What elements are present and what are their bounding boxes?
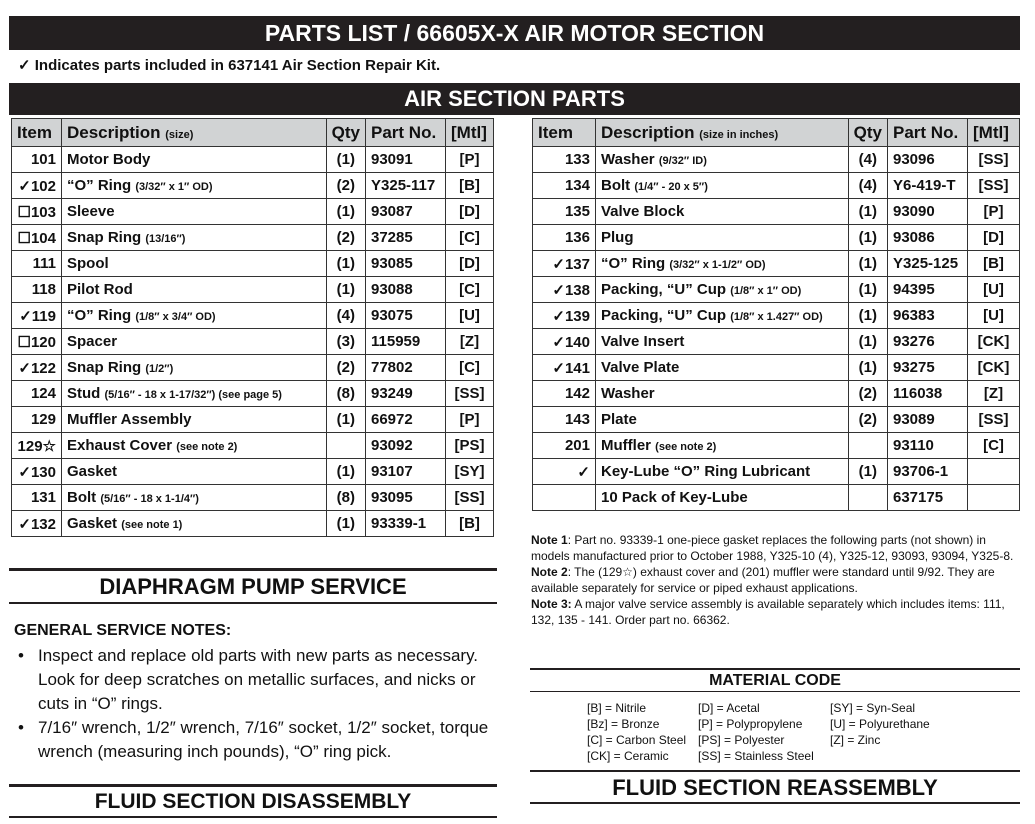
description-text: Exhaust Cover (67, 437, 173, 454)
description-size: (9/32″ ID) (658, 155, 707, 167)
description-cell (596, 199, 849, 225)
description-text: Motor Body (67, 151, 151, 168)
description-text: Bolt (67, 489, 97, 506)
description-cell (62, 225, 327, 251)
part-number-cell: 93339-1 (366, 511, 446, 537)
material-cell: [SY] (446, 459, 494, 485)
part-number-cell: Y325-117 (366, 173, 446, 199)
table-row (12, 459, 494, 485)
material-code-entry: [C] = Carbon Steel (587, 733, 687, 747)
note-3-label: Note 3: (531, 597, 572, 611)
item-cell: ✓ (533, 459, 596, 485)
header-mtl: [Mtl] (968, 119, 1020, 147)
header-item: Item (533, 119, 596, 147)
item-cell: 133 (533, 147, 596, 173)
description-cell (596, 303, 849, 329)
description-cell (62, 303, 327, 329)
table-row (12, 407, 494, 433)
material-code-entry: [B] = Nitrile (587, 701, 647, 715)
material-code-heading: MATERIAL CODE (530, 668, 1020, 692)
qty-cell: (4) (848, 173, 887, 199)
description-text: Plug (601, 229, 634, 246)
table-row (533, 355, 1020, 381)
header-part-no: Part No. (366, 119, 446, 147)
part-number-cell: 93096 (888, 147, 968, 173)
qty-cell (848, 433, 887, 459)
qty-cell: (8) (326, 485, 365, 511)
note-1-label: Note 1 (531, 533, 568, 547)
item-cell: ✓102 (12, 173, 62, 199)
notes-block (531, 532, 1026, 628)
material-cell: [D] (968, 225, 1020, 251)
item-cell: 129☆ (12, 433, 62, 459)
material-cell: [U] (968, 303, 1020, 329)
material-code-entry: [CK] = Ceramic (587, 749, 669, 763)
part-number-cell: 116038 (888, 381, 968, 407)
description-size: (1/8″ x 3/4″ OD) (135, 311, 216, 323)
service-item: • Inspect and replace old parts with new parts as necessary. Look for deep scratches on metallic surfaces, and nicks or cuts in “O” rings. (14, 644, 498, 716)
material-cell: [B] (446, 173, 494, 199)
part-number-cell: 93276 (888, 329, 968, 355)
description-text: Stud (67, 385, 101, 402)
fluid-reassembly-heading: FLUID SECTION REASSEMBLY (530, 770, 1020, 804)
item-cell: 143 (533, 407, 596, 433)
description-cell (596, 147, 849, 173)
description-text: 10 Pack of Key-Lube (601, 489, 748, 506)
table-row (533, 329, 1020, 355)
part-number-cell: 115959 (366, 329, 446, 355)
material-cell: [Z] (446, 329, 494, 355)
qty-cell: (3) (326, 329, 365, 355)
item-cell: 201 (533, 433, 596, 459)
part-number-cell: 37285 (366, 225, 446, 251)
description-cell (62, 407, 327, 433)
note-3 (531, 596, 1026, 628)
item-cell: ✓139 (533, 303, 596, 329)
qty-cell: (1) (848, 303, 887, 329)
header-mtl: [Mtl] (446, 119, 494, 147)
description-cell (596, 433, 849, 459)
item-cell (533, 485, 596, 511)
material-cell: [D] (446, 199, 494, 225)
description-text: Gasket (67, 515, 118, 532)
description-size: (1/8″ x 1″ OD) (730, 285, 802, 297)
part-number-cell: 93249 (366, 381, 446, 407)
header-description-label: Description (601, 122, 695, 142)
description-cell (62, 485, 327, 511)
description-text: Plate (601, 411, 637, 428)
qty-cell: (1) (326, 199, 365, 225)
item-cell: ✓141 (533, 355, 596, 381)
description-size: (1/2″) (145, 363, 174, 375)
table-header-row (533, 119, 1020, 147)
item-cell: ✓132 (12, 511, 62, 537)
description-size: (see note 2) (655, 441, 717, 453)
part-number-cell: 93091 (366, 147, 446, 173)
description-cell (596, 381, 849, 407)
description-text: Key-Lube “O” Ring Lubricant (601, 463, 811, 480)
table-row (533, 225, 1020, 251)
item-cell: 118 (12, 277, 62, 303)
part-number-cell: 93107 (366, 459, 446, 485)
table-row (12, 199, 494, 225)
material-cell: [P] (446, 147, 494, 173)
material-code-entry: [SY] = Syn-Seal (830, 701, 916, 715)
note-3-text: A major valve service assembly is available separately which includes items: 111, 132, 135 - 141. Order part no. 66362. (531, 597, 1005, 627)
description-text: Pilot Rod (67, 281, 133, 298)
item-cell: 142 (533, 381, 596, 407)
material-code-entry: [U] = Polyurethane (830, 717, 930, 731)
description-text: Spacer (67, 333, 118, 350)
description-size: (3/32″ x 1″ OD) (135, 181, 213, 193)
qty-cell: (1) (326, 407, 365, 433)
description-cell (596, 355, 849, 381)
table-row (12, 381, 494, 407)
description-size: (1/4″ - 20 x 5″) (634, 181, 708, 193)
item-cell: ✓138 (533, 277, 596, 303)
description-text: Muffler Assembly (67, 411, 192, 428)
item-cell: ✓119 (12, 303, 62, 329)
description-cell (596, 225, 849, 251)
item-cell: 131 (12, 485, 62, 511)
material-cell: [C] (446, 355, 494, 381)
description-cell (596, 407, 849, 433)
part-number-cell: 93092 (366, 433, 446, 459)
item-cell: 101 (12, 147, 62, 173)
table-row (12, 511, 494, 537)
header-description (596, 119, 849, 147)
service-item: • 7/16″ wrench, 1/2″ wrench, 7/16″ socket, 1/2″ socket, torque wrench (measuring inch pounds), “O” ring pick. (14, 716, 498, 764)
general-notes-title: GENERAL SERVICE NOTES: (14, 622, 232, 639)
table-row (533, 147, 1020, 173)
qty-cell: (1) (326, 251, 365, 277)
header-description-sub: (size) (165, 128, 194, 141)
qty-cell: (2) (326, 173, 365, 199)
left-table-body (12, 147, 494, 537)
description-text: Washer (601, 151, 655, 168)
part-number-cell: Y6-419-T (888, 173, 968, 199)
description-cell (596, 173, 849, 199)
description-cell (62, 199, 327, 225)
part-number-cell: Y325-125 (888, 251, 968, 277)
qty-cell: (2) (848, 407, 887, 433)
item-cell: 134 (533, 173, 596, 199)
description-cell (62, 173, 327, 199)
material-cell (968, 459, 1020, 485)
material-cell: [P] (446, 407, 494, 433)
material-code-entry: [SS] = Stainless Steel (698, 749, 814, 763)
table-row (12, 433, 494, 459)
table-row (533, 303, 1020, 329)
material-cell: [B] (968, 251, 1020, 277)
description-cell (62, 251, 327, 277)
air-section-title: AIR SECTION PARTS (9, 83, 1020, 115)
material-cell: [U] (446, 303, 494, 329)
description-cell (62, 433, 327, 459)
table-row (533, 251, 1020, 277)
description-text: Snap Ring (67, 359, 142, 376)
material-cell: [SS] (968, 407, 1020, 433)
part-number-cell: 93090 (888, 199, 968, 225)
description-size: (3/32″ x 1-1/2″ OD) (669, 259, 766, 271)
part-number-cell: 93085 (366, 251, 446, 277)
description-text: Valve Insert (601, 333, 685, 350)
material-cell: [D] (446, 251, 494, 277)
material-code-entry: [P] = Polypropylene (698, 717, 803, 731)
description-cell (62, 147, 327, 173)
qty-cell (848, 485, 887, 511)
material-cell: [CK] (968, 329, 1020, 355)
part-number-cell: 93110 (888, 433, 968, 459)
material-cell: [Z] (968, 381, 1020, 407)
item-cell: 129 (12, 407, 62, 433)
qty-cell: (2) (848, 381, 887, 407)
description-cell (596, 459, 849, 485)
header-part-no: Part No. (888, 119, 968, 147)
qty-cell: (4) (326, 303, 365, 329)
item-cell: ✓130 (12, 459, 62, 485)
description-cell (596, 485, 849, 511)
description-cell (62, 277, 327, 303)
material-cell: [U] (968, 277, 1020, 303)
qty-cell: (1) (326, 511, 365, 537)
qty-cell: (1) (848, 459, 887, 485)
material-cell: [P] (968, 199, 1020, 225)
material-code-entry: [D] = Acetal (698, 701, 760, 715)
header-item: Item (12, 119, 62, 147)
table-row (533, 433, 1020, 459)
note-1 (531, 532, 1026, 564)
qty-cell: (1) (848, 277, 887, 303)
table-row (12, 225, 494, 251)
fluid-disassembly-heading: FLUID SECTION DISASSEMBLY (9, 784, 497, 818)
qty-cell: (1) (848, 355, 887, 381)
header-description-label: Description (67, 122, 161, 142)
qty-cell: (1) (326, 459, 365, 485)
table-row (12, 277, 494, 303)
kit-note: ✓ Indicates parts included in 637141 Air Section Repair Kit. (18, 57, 441, 74)
description-text: Gasket (67, 463, 118, 480)
header-description (62, 119, 327, 147)
part-number-cell: 94395 (888, 277, 968, 303)
header-qty: Qty (848, 119, 887, 147)
material-cell: [SS] (968, 147, 1020, 173)
header-qty: Qty (326, 119, 365, 147)
qty-cell: (1) (848, 251, 887, 277)
material-code-entry: [Z] = Zinc (830, 733, 881, 747)
part-number-cell: 93275 (888, 355, 968, 381)
description-text: Packing, “U” Cup (601, 281, 727, 298)
qty-cell: (2) (326, 355, 365, 381)
item-cell: ☐104 (12, 225, 62, 251)
table-row (12, 251, 494, 277)
part-number-cell: 93075 (366, 303, 446, 329)
qty-cell: (1) (326, 277, 365, 303)
material-code-column-2 (698, 700, 814, 764)
description-text: “O” Ring (601, 255, 666, 272)
table-row (533, 407, 1020, 433)
description-size: (1/8″ x 1.427″ OD) (730, 311, 823, 323)
material-code-entry: [PS] = Polyester (698, 733, 785, 747)
description-cell (596, 251, 849, 277)
table-row (533, 277, 1020, 303)
table-row (12, 485, 494, 511)
description-cell (62, 329, 327, 355)
description-text: Valve Block (601, 203, 685, 220)
material-cell: [SS] (446, 381, 494, 407)
material-cell: [C] (446, 277, 494, 303)
description-text: Snap Ring (67, 229, 142, 246)
material-cell: [C] (446, 225, 494, 251)
material-cell: [SS] (446, 485, 494, 511)
table-row (12, 173, 494, 199)
table-header-row (12, 119, 494, 147)
part-number-cell: 77802 (366, 355, 446, 381)
material-cell: [CK] (968, 355, 1020, 381)
description-text: “O” Ring (67, 177, 132, 194)
material-cell: [B] (446, 511, 494, 537)
table-row (12, 329, 494, 355)
item-cell: ☐103 (12, 199, 62, 225)
description-text: Bolt (601, 177, 631, 194)
table-row (533, 381, 1020, 407)
header-description-sub: (size in inches) (699, 128, 779, 141)
description-cell (62, 459, 327, 485)
material-cell: [SS] (968, 173, 1020, 199)
right-table-body (533, 147, 1020, 511)
material-code-column-3 (830, 700, 930, 748)
left-parts-table (11, 118, 494, 537)
note-2-label: Note 2 (531, 565, 568, 579)
table-row (533, 173, 1020, 199)
table-row (12, 147, 494, 173)
qty-cell (326, 433, 365, 459)
page-title: PARTS LIST / 66605X-X AIR MOTOR SECTION (9, 16, 1020, 50)
item-cell: ✓122 (12, 355, 62, 381)
material-cell: [PS] (446, 433, 494, 459)
table-row (533, 459, 1020, 485)
material-code-column-1 (587, 700, 686, 764)
item-cell: 135 (533, 199, 596, 225)
description-cell (596, 329, 849, 355)
description-size: (see note 2) (176, 441, 238, 453)
description-text: Valve Plate (601, 359, 680, 376)
part-number-cell: 93088 (366, 277, 446, 303)
part-number-cell: 96383 (888, 303, 968, 329)
qty-cell: (1) (848, 199, 887, 225)
description-text: “O” Ring (67, 307, 132, 324)
item-cell: 124 (12, 381, 62, 407)
table-row (533, 485, 1020, 511)
item-cell: 136 (533, 225, 596, 251)
item-cell: ✓140 (533, 329, 596, 355)
note-2 (531, 564, 1026, 596)
note-1-text: : Part no. 93339-1 one-piece gasket replaces the following parts (not shown) in models manufactured prior to October 1988, Y325-10 (4), Y325-12, 93093, 93094, Y325-8. (531, 533, 1014, 563)
table-row (12, 355, 494, 381)
part-number-cell: 66972 (366, 407, 446, 433)
qty-cell: (2) (326, 225, 365, 251)
description-text: Sleeve (67, 203, 115, 220)
description-size: (5/16″ - 18 x 1-17/32″) (see page 5) (104, 389, 282, 401)
item-cell: ✓137 (533, 251, 596, 277)
description-cell (62, 511, 327, 537)
service-list (14, 644, 498, 764)
part-number-cell: 93086 (888, 225, 968, 251)
qty-cell: (1) (848, 225, 887, 251)
description-size: (5/16″ - 18 x 1-1/4″) (100, 493, 199, 505)
table-row (533, 199, 1020, 225)
item-cell: 111 (12, 251, 62, 277)
description-size: (13/16″) (145, 233, 186, 245)
part-number-cell: 93089 (888, 407, 968, 433)
qty-cell: (4) (848, 147, 887, 173)
description-cell (62, 355, 327, 381)
qty-cell: (1) (326, 147, 365, 173)
table-row (12, 303, 494, 329)
description-text: Spool (67, 255, 109, 272)
part-number-cell: 93095 (366, 485, 446, 511)
material-cell (968, 485, 1020, 511)
note-2-text: : The (129☆) exhaust cover and (201) muffler were standard until 9/92. They are available separately for service or piped exhaust applications. (531, 565, 995, 595)
description-size: (see note 1) (121, 519, 183, 531)
part-number-cell: 93706-1 (888, 459, 968, 485)
diaphragm-service-heading: DIAPHRAGM PUMP SERVICE (9, 568, 497, 604)
qty-cell: (8) (326, 381, 365, 407)
right-parts-table (532, 118, 1020, 511)
part-number-cell: 637175 (888, 485, 968, 511)
material-cell: [C] (968, 433, 1020, 459)
description-text: Muffler (601, 437, 651, 454)
description-cell (62, 381, 327, 407)
description-text: Washer (601, 385, 655, 402)
description-text: Packing, “U” Cup (601, 307, 727, 324)
part-number-cell: 93087 (366, 199, 446, 225)
material-code-entry: [Bz] = Bronze (587, 717, 660, 731)
qty-cell: (1) (848, 329, 887, 355)
item-cell: ☐120 (12, 329, 62, 355)
description-cell (596, 277, 849, 303)
